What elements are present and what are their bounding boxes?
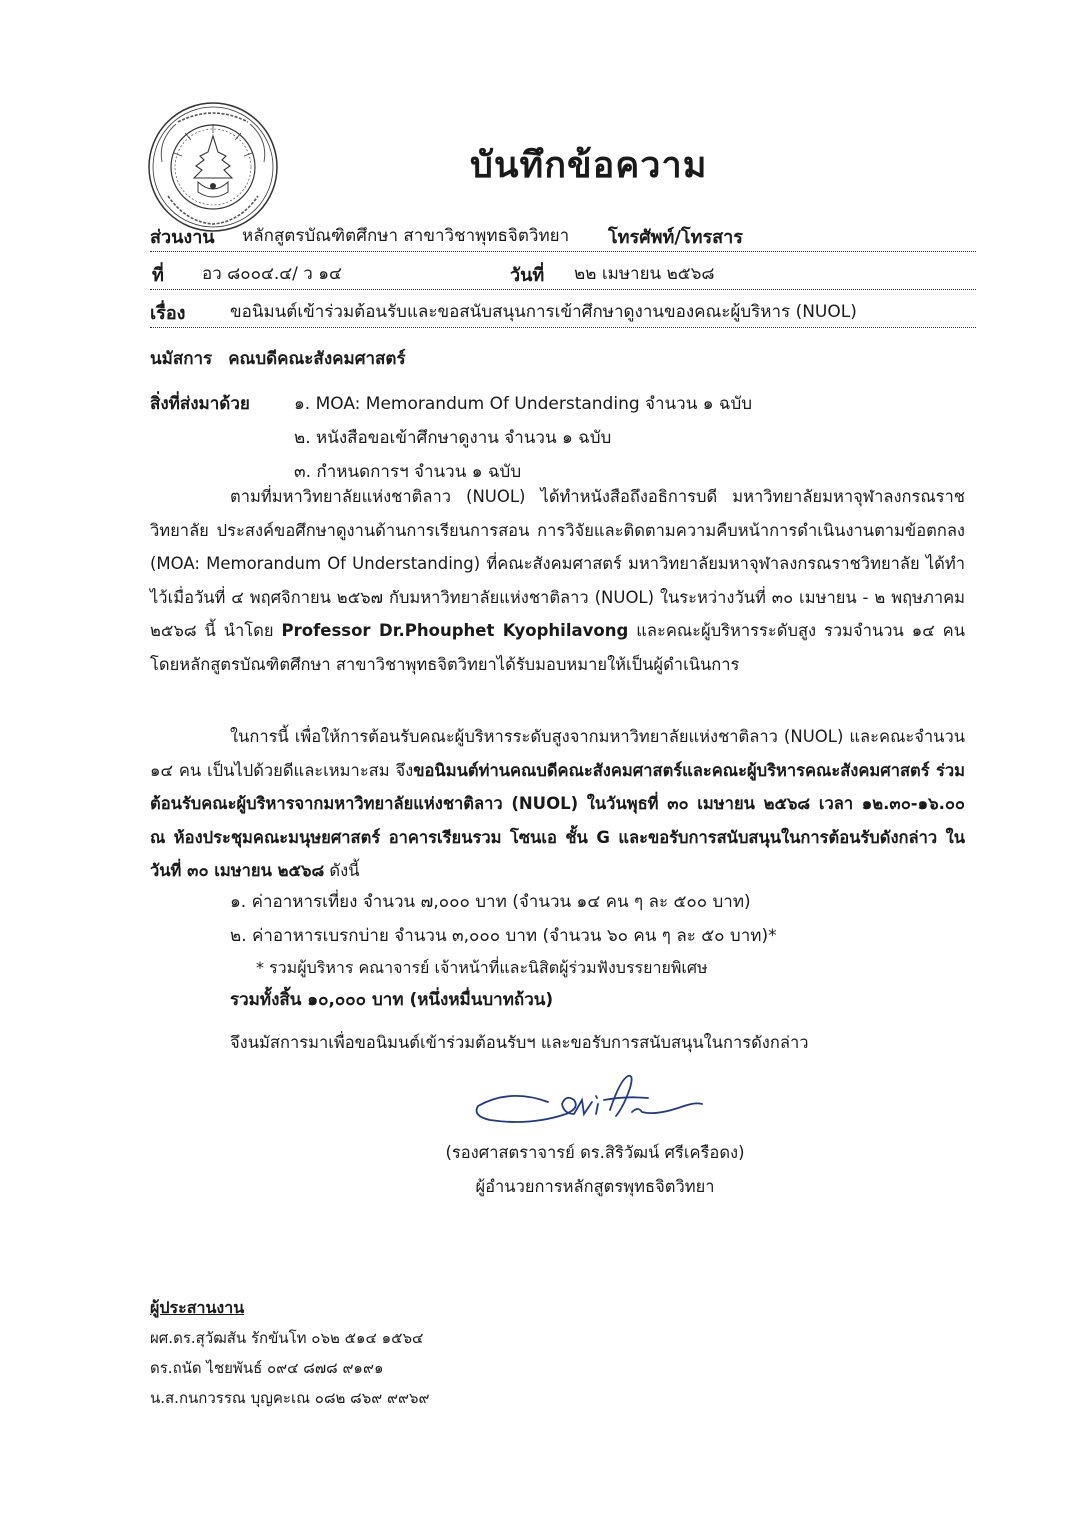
coordinator-contact: ผศ.ดร.สุวัฒสัน รักขันโท ๐๖๒ ๕๑๔ ๑๕๖๔: [150, 1329, 424, 1347]
enclosures-label: สิ่งที่ส่งมาด้วย: [150, 394, 250, 414]
cost-note: * รวมผู้บริหาร คณาจารย์ เจ้าหน้าที่และนิสิตผู้ร่วมฟังบรรยายพิเศษ: [256, 958, 708, 977]
department-label: ส่วนงาน: [150, 227, 215, 248]
para1-text-b: และคณะผู้บริหารระดับสูง รวมจำนวน ๑๔ คน โดยหลักสูตรบัณฑิตศึกษา สาขาวิชาพุทธจิตวิทยาได้รับมอบหมายให้เป็นผู้ดำเนินการ: [150, 621, 965, 674]
university-seal-logo: [146, 100, 280, 234]
signer-position: ผู้อำนวยการหลักสูตรพุทธจิตวิทยา: [475, 1177, 715, 1196]
body-paragraph-2: [150, 720, 965, 888]
salutation: [150, 345, 406, 372]
professor-name: Professor Dr.Phouphet Kyophilavong: [281, 621, 629, 641]
cost-item: ๑. ค่าอาหารเที่ยง จำนวน ๗,๐๐๐ บาท (จำนวน ๑๔ คน ๆ ละ ๕๐๐ บาท): [230, 892, 751, 912]
closing-sentence: จึงนมัสการมาเพื่อขอนิมนต์เข้าร่วมต้อนรับฯ และขอรับการสนับสนุนในการดังกล่าว: [230, 1033, 809, 1052]
coordinator-contact: ดร.ถนัด ไชยพันธ์ ๐๙๔ ๘๗๘ ๙๑๙๑: [150, 1359, 384, 1377]
signer-name: (รองศาสตราจารย์ ดร.สิริวัฒน์ ศรีเครือดง): [445, 1143, 745, 1162]
dotted-line: [150, 251, 976, 252]
para1-text-a: ตามที่มหาวิทยาลัยแห่งชาติลาว (NUOL) ได้ทำหนังสือถึงอธิการบดี มหาวิทยาลัยมหาจุฬาลงกรณราชวิทยาลัย ประสงค์ขอศึกษาดูงานด้านการเรียนการสอน การวิจัยและติดตามความคืบหน้าการดำเนินงานตามข้อตกลง (MOA: Memorandum Of Understanding) ที่คณะสังคมศาสตร์ มหาวิทยาลัยมหาจุฬาลงกรณราชวิทยาลัย ได้ทำไว้เมื่อวันที่ ๔ พฤศจิกายน ๒๕๖๗ กับมหาวิทยาลัยแห่งชาติลาว (NUOL) ในระหว่างวันที่ ๓๐ เมษายน - ๒ พฤษภาคม ๒๕๖๘ นี้ นำโดย: [150, 487, 965, 641]
memo-title: บันทึกข้อความ: [470, 145, 708, 186]
reference-row: [150, 258, 976, 290]
phone-label: โทรศัพท์/โทรสาร: [608, 227, 743, 248]
subject-value: ขอนิมนต์เข้าร่วมต้อนรับและขอสนับสนุนการเข้าศึกษาดูงานของคณะผู้บริหาร (NUOL): [230, 302, 857, 322]
para2-bold-request: ขอนิมนต์ท่านคณบดีคณะสังคมศาสตร์และคณะผู้บริหารคณะสังคมศาสตร์ ร่วมต้อนรับคณะผู้บริหารจากมหาวิทยาลัยแห่งชาติลาว (NUOL) ในวันพุธที่ ๓๐ เมษายน ๒๕๖๘ เวลา ๑๒.๓๐-๑๖.๐๐ ณ ห้องประชุมคณะมนุษยศาสตร์ อาคารเรียนรวม โซนเอ ชั้น G และขอรับการสนับสนุนในการต้อนรับดังกล่าว ในวันที่ ๓๐ เมษายน ๒๕๖๘: [150, 760, 966, 881]
enclosure-item: ๓. กำหนดการฯ จำนวน ๑ ฉบับ: [294, 462, 522, 482]
date-value: ๒๒ เมษายน ๒๕๖๘: [574, 264, 715, 284]
body-paragraph-1: [150, 480, 965, 682]
handwritten-signature: [470, 1070, 710, 1140]
dotted-line: [150, 289, 976, 290]
cost-item: ๒. ค่าอาหารเบรกบ่าย จำนวน ๓,๐๐๐ บาท (จำนวน ๖๐ คน ๆ ละ ๕๐ บาท)*: [230, 926, 777, 946]
para2-text-c: ดังนี้: [324, 861, 360, 881]
department-row: [150, 220, 976, 252]
ref-value: อว ๘๐๐๔.๔/ ว ๑๔: [202, 264, 342, 284]
subject-label: เรื่อง: [150, 303, 186, 324]
cost-total: รวมทั้งสิ้น ๑๐,๐๐๐ บาท (หนึ่งหมื่นบาทถ้วน): [230, 990, 554, 1010]
enclosure-item: ๒. หนังสือขอเข้าศึกษาดูงาน จำนวน ๑ ฉบับ: [294, 428, 612, 448]
ref-label: ที่: [152, 265, 164, 286]
salutation-value: คณบดีคณะสังคมศาสตร์: [228, 349, 406, 369]
salutation-label: นมัสการ: [150, 349, 213, 369]
dotted-line: [150, 327, 976, 328]
coordinator-contact: น.ส.กนกวรรณ บุญคะเณ ๐๘๒ ๘๖๙ ๙๙๖๙: [150, 1389, 430, 1407]
subject-row: [150, 296, 976, 328]
coordinators-title: ผู้ประสานงาน: [150, 1298, 245, 1317]
date-label: วันที่: [510, 265, 545, 286]
department-value: หลักสูตรบัณฑิตศึกษา สาขาวิชาพุทธจิตวิทยา: [242, 226, 570, 246]
enclosure-item: ๑. MOA: Memorandum Of Understanding จำนวน ๑ ฉบับ: [294, 394, 753, 414]
para2-text-a: ในการนี้ เพื่อให้การต้อนรับคณะผู้บริหารระดับสูงจากมหาวิทยาลัยแห่งชาติลาว (NUOL) และคณะจำนวน ๑๔ คน เป็นไปด้วยดีและเหมาะสม จึง: [150, 727, 965, 780]
